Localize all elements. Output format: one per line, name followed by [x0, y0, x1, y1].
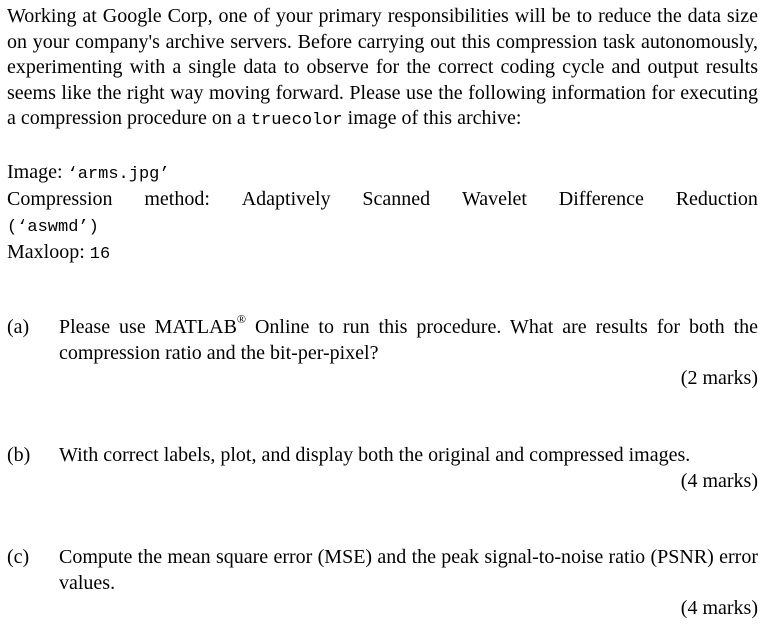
question-a-marks: (2 marks): [680, 367, 758, 389]
spec-method-word: Adaptively: [241, 188, 331, 210]
spec-method-word: Difference: [558, 188, 644, 210]
spec-method-code-line: [7, 213, 758, 241]
question-c-marks: (4 marks): [680, 597, 758, 619]
question-a-text: [59, 312, 758, 366]
question-a-label: (a): [7, 316, 30, 338]
document-page: [7, 4, 758, 268]
spec-method-word: Scanned: [362, 188, 431, 210]
question-a-text-part2: Online to run this procedure. What are results for both the compression ratio and the bit-per-pixel?: [59, 316, 758, 364]
intro-paragraph: [7, 4, 758, 134]
intro-text-part2: image of this archive:: [342, 107, 522, 129]
spec-method-code: (‘aswmd’): [7, 217, 99, 237]
spec-method-word: Reduction: [675, 188, 758, 210]
question-b-text: With correct labels, plot, and display both the original and compressed images.: [59, 444, 691, 466]
registered-mark: ®: [236, 312, 247, 327]
question-b: [7, 443, 758, 494]
question-c-label: (c): [7, 546, 30, 568]
question-a: [7, 312, 758, 392]
spec-method-word: Compression: [7, 188, 113, 210]
spec-maxloop-value: 16: [89, 245, 111, 264]
question-b-marks: (4 marks): [680, 469, 758, 492]
spec-image-line: [7, 160, 758, 188]
spec-maxloop-line: [7, 240, 758, 268]
spec-method-word: method:: [144, 188, 210, 210]
question-c-text: Compute the mean square error (MSE) and the peak signal-to-noise ratio (PSNR) error values.: [59, 546, 758, 594]
question-a-text-part1: Please use MATLAB: [59, 316, 237, 338]
intro-code-truecolor: truecolor: [250, 111, 343, 130]
compression-spec: [7, 160, 758, 268]
spec-image-label: Image:: [7, 160, 68, 183]
intro-text-part1: Working at Google Corp, one of your primary responsibilities will be to reduce the data size on your company's archive servers. Before carrying out this compression task autonomously, experimenting with a single data to observe for the correct coding cycle and output results seems like the right way moving forward. Please use the following information for executing a compression procedure on a: [7, 5, 758, 129]
spec-image-value: ‘arms.jpg’: [67, 164, 170, 184]
question-c: [7, 545, 758, 622]
spec-method-word: Wavelet: [461, 188, 527, 210]
spec-method-line: [7, 187, 758, 213]
spec-maxloop-label: Maxloop:: [7, 241, 90, 263]
question-b-label: (b): [7, 444, 31, 466]
